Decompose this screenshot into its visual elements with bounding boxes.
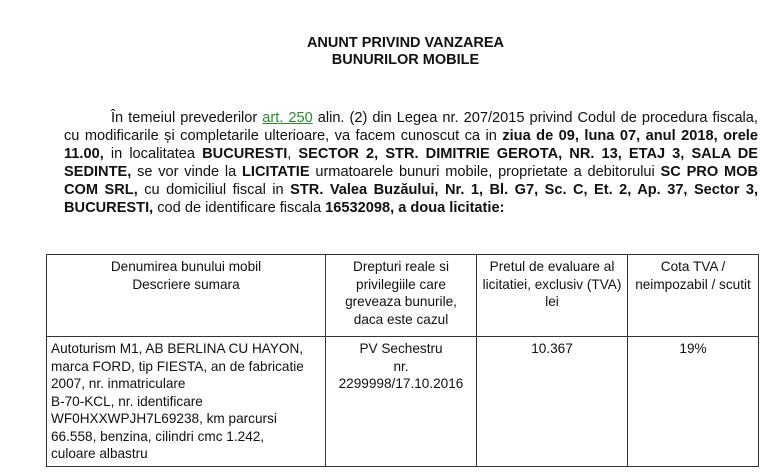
text-segment: cod de identificare fiscala <box>153 200 326 216</box>
header-vat: Cota TVA / neimpozabil / scutit <box>628 255 759 337</box>
text-segment: , <box>287 146 299 162</box>
goods-table <box>46 254 759 467</box>
auction-type: LICITATIE <box>242 164 310 180</box>
auction-address: SECTOR 2, STR. DIMITRIE GEROTA, NR. 13, ETAJ 3, SALA DE SEDINTE, <box>64 146 758 180</box>
header-price: Pretul de evaluare al licitatiei, exclusiv (TVA) lei <box>477 255 628 337</box>
debtor-name: SC PRO MOB COM SRL, <box>64 164 758 198</box>
text-segment: se vor vinde la <box>131 164 243 180</box>
table-header-row <box>47 255 759 337</box>
announcement-paragraph <box>64 109 758 217</box>
description-line: culoare albastru <box>51 446 148 461</box>
cell-description <box>47 337 326 467</box>
header-rights: Drepturi reale si privilegiile care greveaza bunurile, daca este cazul <box>326 255 477 337</box>
announcement-title <box>0 35 781 69</box>
rights-line: 2299998/17.10.2016 <box>338 376 464 391</box>
description-line: Autoturism M1, AB BERLINA CU HAYON, <box>51 341 304 356</box>
article-250-link[interactable]: art. 250 <box>262 110 313 126</box>
title-line-2: BUNURILOR MOBILE <box>331 52 480 68</box>
auction-city: BUCURESTI <box>202 146 288 162</box>
description-line: WF0HXXWPJH7L69238, km parcursi <box>51 411 277 426</box>
cell-vat: 19% <box>628 337 759 467</box>
rights-line: nr. <box>393 358 409 374</box>
description-line: B-70-KCL, nr. identificare <box>51 393 203 409</box>
header-description <box>47 255 326 337</box>
text-segment: urmatoarele bunuri mobile, proprietate a debitorului <box>309 164 661 180</box>
rights-line: PV Sechestru <box>359 341 443 356</box>
title-line-1: ANUNT PRIVIND VANZAREA <box>306 35 505 51</box>
header-description-line-1: Denumirea bunului mobil <box>110 259 262 274</box>
description-line: 2007, nr. inmatriculare <box>51 376 186 391</box>
header-description-line-2: Descriere sumara <box>132 276 240 292</box>
text-segment: În temeiul prevederilor <box>111 110 263 126</box>
auction-date: ziua de 09, luna 07, anul 2018, orele 11.00, <box>64 128 758 162</box>
cell-rights <box>326 337 477 467</box>
cell-price: 10.367 <box>477 337 628 467</box>
description-line: 66.558, benzina, cilindri cmc 1.242, <box>51 428 265 444</box>
debtor-address: STR. Valea Buzăului, Nr. 1, Bl. G7, Sc. C, Et. 2, Ap. 37, Sector 3, BUCURESTI, <box>64 182 759 216</box>
fiscal-code: 16532098, a doua licitatie: <box>325 200 505 216</box>
text-segment: cu domiciliul fiscal in <box>137 182 291 198</box>
description-line: marca FORD, tip FIESTA, an de fabricatie <box>51 358 304 374</box>
text-segment: alin. (2) din Legea nr. 207/2015 privind Codul de procedura fiscala, cu modificarile și completarile ulterioare, va facem cunoscut ca in <box>64 110 758 144</box>
table-row <box>47 337 759 467</box>
text-segment: in localitatea <box>103 146 203 162</box>
